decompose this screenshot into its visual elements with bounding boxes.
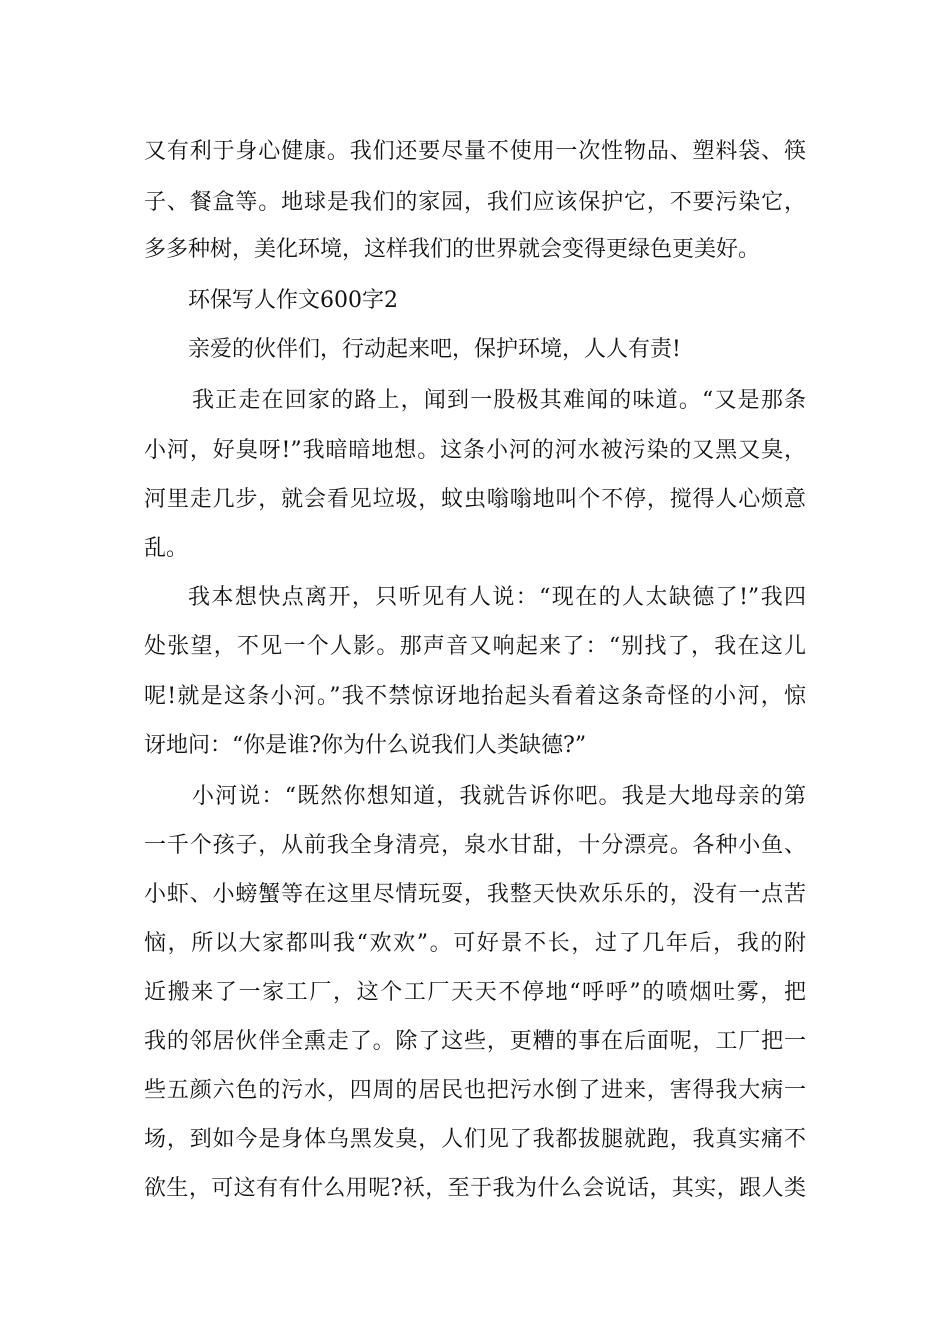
text-line-9: 乱。	[144, 536, 189, 561]
text-line-15: 一千个孩子，从前我全身清亮，泉水甘甜，十分漂亮。各种小鱼、	[144, 833, 806, 858]
text-line-7: 小河，好臭呀!”我暗暗地想。这条小河的河水被污染的又黑又臭，	[144, 438, 806, 463]
text-line-5: 亲爱的伙伴们，行动起来吧，保护环境，人人有责!	[188, 337, 681, 362]
text-line-19: 我的邻居伙伴全熏走了。除了这些，更糟的事在后面呢，工厂把一	[144, 1029, 806, 1054]
text-line-8: 河里走几步，就会看见垃圾，蚊虫嗡嗡地叫个不停，搅得人心烦意	[144, 487, 806, 512]
text-line-21: 场，到如今是身体乌黑发臭，人们见了我都拔腿就跑，我真实痛不	[144, 1127, 806, 1152]
text-line-17: 恼，所以大家都叫我“欢欢”。可好景不长，过了几年后，我的附	[144, 931, 806, 956]
text-line-22: 欲生，可这有有什么用呢?袄，至于我为什么会说话，其实，跟人类	[144, 1176, 806, 1201]
text-line-1: 又有利于身心健康。我们还要尽量不使用一次性物品、塑料袋、筷	[144, 139, 806, 164]
text-line-14: 小河说：“既然你想知道，我就告诉你吧。我是大地母亲的第	[192, 784, 806, 809]
text-line-10: 我本想快点离开，只听见有人说：“现在的人太缺德了!”我四	[188, 585, 806, 610]
text-line-12: 呢!就是这条小河。”我不禁惊讶地抬起头看着这条奇怪的小河，惊	[144, 684, 806, 709]
text-line-18: 近搬来了一家工厂，这个工厂天天不停地“呼呼”的喷烟吐雾，把	[144, 980, 806, 1005]
text-line-6: 我正走在回家的路上，闻到一股极其难闻的味道。“又是那条	[192, 388, 806, 413]
text-line-16: 小虾、小螃蟹等在这里尽情玩耍，我整天快欢乐乐的，没有一点苦	[144, 882, 806, 907]
text-line-2: 子、餐盒等。地球是我们的家园，我们应该保护它，不要污染它，	[144, 190, 806, 215]
text-line-20: 些五颜六色的污水，四周的居民也把污水倒了进来，害得我大病一	[144, 1078, 806, 1103]
text-line-3: 多多种树，美化环境，这样我们的世界就会变得更绿色更美好。	[144, 237, 761, 262]
text-line-11: 处张望，不见一个人影。那声音又响起来了：“别找了，我在这儿	[144, 634, 806, 659]
text-line-13: 讶地问：“你是谁?你为什么说我们人类缺德?”	[144, 733, 587, 758]
section-heading: 环保写人作文600字2	[188, 288, 398, 313]
